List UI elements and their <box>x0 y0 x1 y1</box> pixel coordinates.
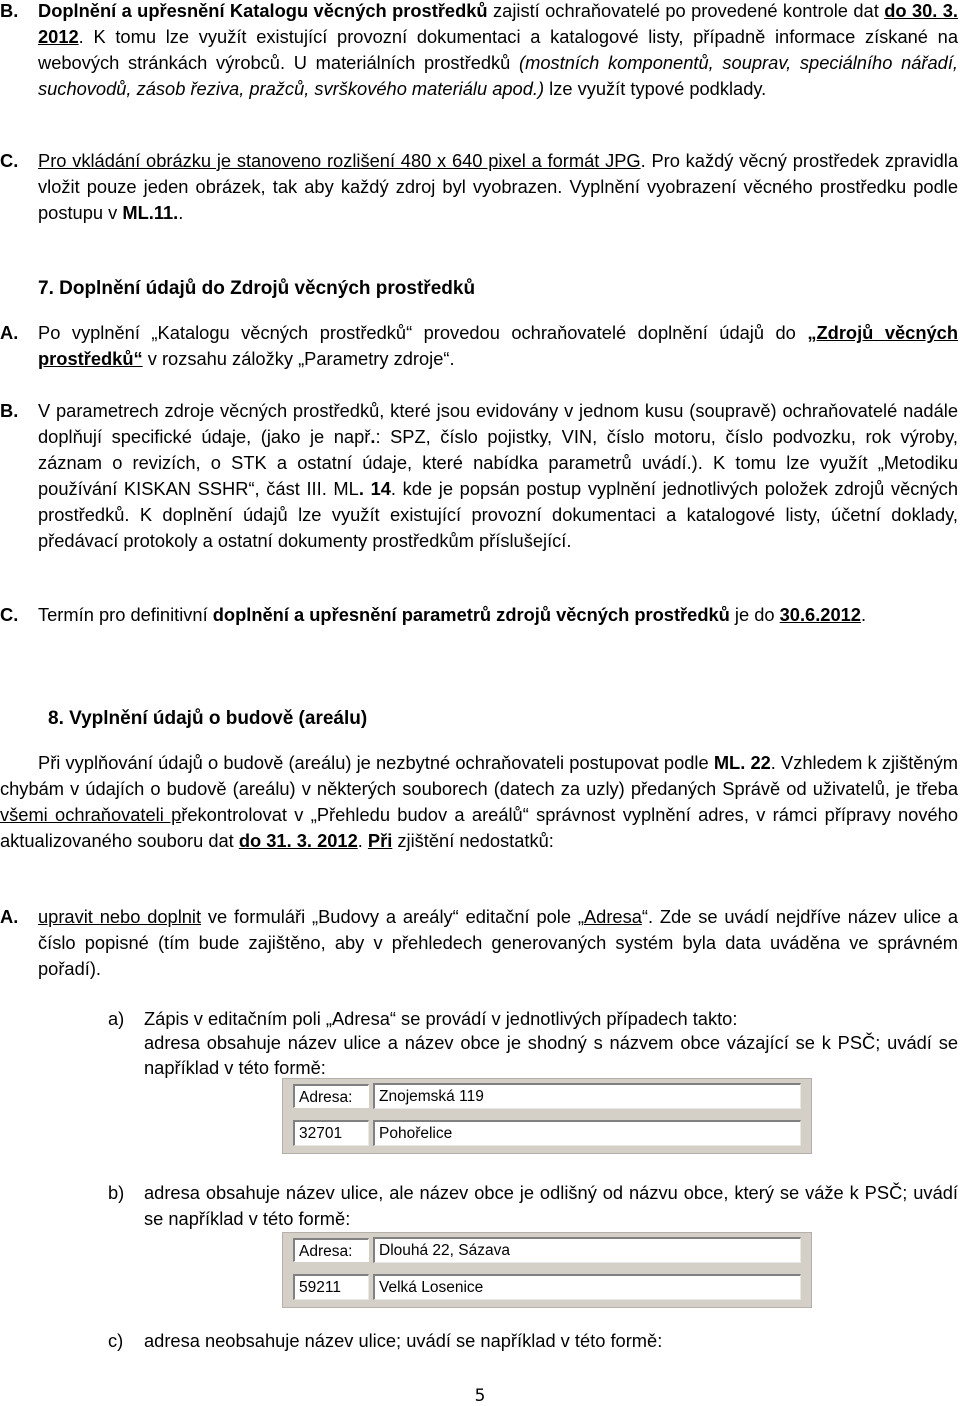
s7b-text1: V parametrech zdroje věcných prostředků, které jsou evidovány v jednom kusu (soupravě) ochraňovatelé nadále doplňují specifické údaje, (jako je např <box>38 400 958 447</box>
s8-intro-ml: ML. 22 <box>713 752 771 773</box>
s7b-label: B. <box>0 400 19 421</box>
form-b-adresa-label: Adresa: <box>293 1238 369 1262</box>
s7c-date: 30.6.2012 <box>779 604 861 625</box>
s7c-label: C. <box>0 604 19 625</box>
s8a-label: A. <box>0 906 19 927</box>
s7a-text1: Po vyplnění „Katalogu věcných prostředků“ provedou ochraňovatelé doplnění údajů do <box>38 322 808 343</box>
heading-8: 8. Vyplnění údajů o budově (areálu) <box>48 708 368 729</box>
section-c-text2: . <box>178 202 184 223</box>
form-b-obec-input[interactable]: Velká Losenice <box>373 1274 801 1300</box>
s7a-label: A. <box>0 322 19 343</box>
section-b-date: do 30. 3. 2012 <box>38 0 959 47</box>
s8-intro-text2: . Vzhledem k zjištěným chybám v údajích o budově (areálu) v některých souborech (datech za uzly) předaných Správě od uživatelů, je třeba <box>0 752 959 799</box>
s8a-underline1: upravit nebo doplnit <box>38 906 202 927</box>
section-c-text1: . Pro každý věcný prostředek zpravidla vložit pouze jeden obrázek, tak aby každý zdroj byl vyobrazen. Vyplnění vyobrazení věcného prostředku podle postupu v <box>38 150 958 223</box>
item-b-label: b) <box>108 1182 125 1203</box>
section-b-text1: zajistí ochraňovatelé po provedené kontrole dat <box>487 0 885 21</box>
section-b-label: B. <box>0 0 19 21</box>
s7c-text2: je do <box>729 604 780 625</box>
form-b-screenshot <box>282 1232 812 1308</box>
form-a-psc-input[interactable]: 32701 <box>293 1120 369 1146</box>
section-b-paragraph <box>0 0 958 102</box>
s8a-paragraph <box>0 904 958 982</box>
s8-intro-paragraph <box>0 750 958 854</box>
heading-7: 7. Doplnění údajů do Zdrojů věcných prostředků <box>38 278 476 299</box>
s7a-text2: v rozsahu záložky „Parametry zdroje“. <box>142 348 455 369</box>
s8a-text2: “. Zde se uvádí nejdříve název ulice a číslo popisné (tím bude zajištěno, aby v přehledech generovaných systém byla data uváděna ve správném pořadí). <box>38 906 958 979</box>
section-c-underlined: Pro vkládání obrázku je stanoveno rozlišení 480 x 640 pixel a formát JPG <box>38 150 641 171</box>
s8-intro-date: do 31. 3. 2012 <box>238 830 358 851</box>
s7b-paragraph <box>0 398 958 554</box>
section-b-text3: lze využít typové podklady. <box>544 78 767 99</box>
item-c-label: c) <box>108 1330 124 1351</box>
item-a-label: a) <box>108 1008 125 1029</box>
section-c-ref: ML.11. <box>122 202 179 223</box>
section-c-paragraph <box>0 148 958 226</box>
s7b-bold2: . 14 <box>358 478 391 499</box>
section-b-text2: . K tomu lze využít existující provozní dokumentaci a katalogové listy, případně informace získané na webových stránkách výrobců. U materiálních prostředků <box>38 26 958 73</box>
form-b-adresa-input[interactable]: Dlouhá 22, Sázava <box>373 1237 801 1263</box>
s8-intro-text4: . <box>357 830 368 851</box>
s7a-paragraph <box>0 320 958 372</box>
form-a-adresa-input[interactable]: Znojemská 119 <box>373 1083 801 1109</box>
item-b-text: adresa obsahuje název ulice, ale název obce je odlišný od názvu obce, který se váže k PSČ; uvádí se například v této formě: <box>144 1182 958 1229</box>
s7c-text1: Termín pro definitivní <box>38 604 213 625</box>
item-a-line1: Zápis v editačním poli „Adresa“ se provádí v jednotlivých případech takto: <box>144 1008 738 1029</box>
s8-intro-text1: Při vyplňování údajů o budově (areálu) je nezbytné ochraňovateli postupovat podle <box>38 752 714 773</box>
s8-intro-text3: řekontrolovat v „Přehledu budov a areálů“ správnost vyplnění adres, v rámci přípravy nového aktualizovaného souboru dat <box>0 804 958 851</box>
s7b-bold1: . <box>370 426 376 447</box>
form-a-screenshot <box>282 1078 812 1154</box>
section-b-bold: Doplnění a upřesnění Katalogu věcných prostředků <box>38 0 488 21</box>
s8-intro-underline: všemi ochraňovateli p <box>0 804 182 825</box>
item-c-text: adresa neobsahuje název ulice; uvádí se například v této formě: <box>144 1330 663 1351</box>
form-a-adresa-label: Adresa: <box>293 1084 369 1108</box>
section-b-italic: (mostních komponentů, souprav, speciálního nářadí, suchovodů, zásob řeziva, pražců, svrškového materiálu apod.) <box>38 52 958 99</box>
s8-intro-pri: Při <box>367 830 393 851</box>
s8a-text1: ve formuláři „Budovy a areály“ editační pole „ <box>201 906 584 927</box>
s8a-underline2: Adresa <box>583 906 642 927</box>
item-a-text: adresa obsahuje název ulice a název obce je shodný s názvem obce vázající se k PSČ; uvádí se například v této formě: <box>144 1032 958 1078</box>
section-c-label: C. <box>0 150 19 171</box>
page-number: 5 <box>474 1386 486 1406</box>
s8-intro-text5: zjištění nedostatků: <box>392 830 554 851</box>
s7c-text3: . <box>860 604 867 625</box>
form-b-psc-input[interactable]: 59211 <box>293 1274 369 1300</box>
s7c-bold: doplnění a upřesnění parametrů zdrojů věcných prostředků <box>212 604 730 625</box>
form-a-obec-input[interactable]: Pohořelice <box>373 1120 801 1146</box>
s7a-bold: „Zdrojů věcných prostředků“ <box>38 322 958 369</box>
s7b-text3: . kde je popsán postup vyplnění jednotlivých položek zdrojů věcných prostředků. K doplnění údajů lze využít existující provozní dokumentaci a katalogové listy, účetní doklady, předávací protokoly a ostatní dokumenty prostředkům příslušející. <box>38 478 958 551</box>
s7c-paragraph <box>0 602 958 628</box>
s7b-text2: : SPZ, číslo pojistky, VIN, číslo motoru, číslo podvozku, rok výroby, záznam o revizích, o STK a ostatní údaje, které nabídka parametrů uvádí.). K tomu lze využít „Metodiku používání KISKAN SSHR“, část III. ML <box>38 426 958 499</box>
